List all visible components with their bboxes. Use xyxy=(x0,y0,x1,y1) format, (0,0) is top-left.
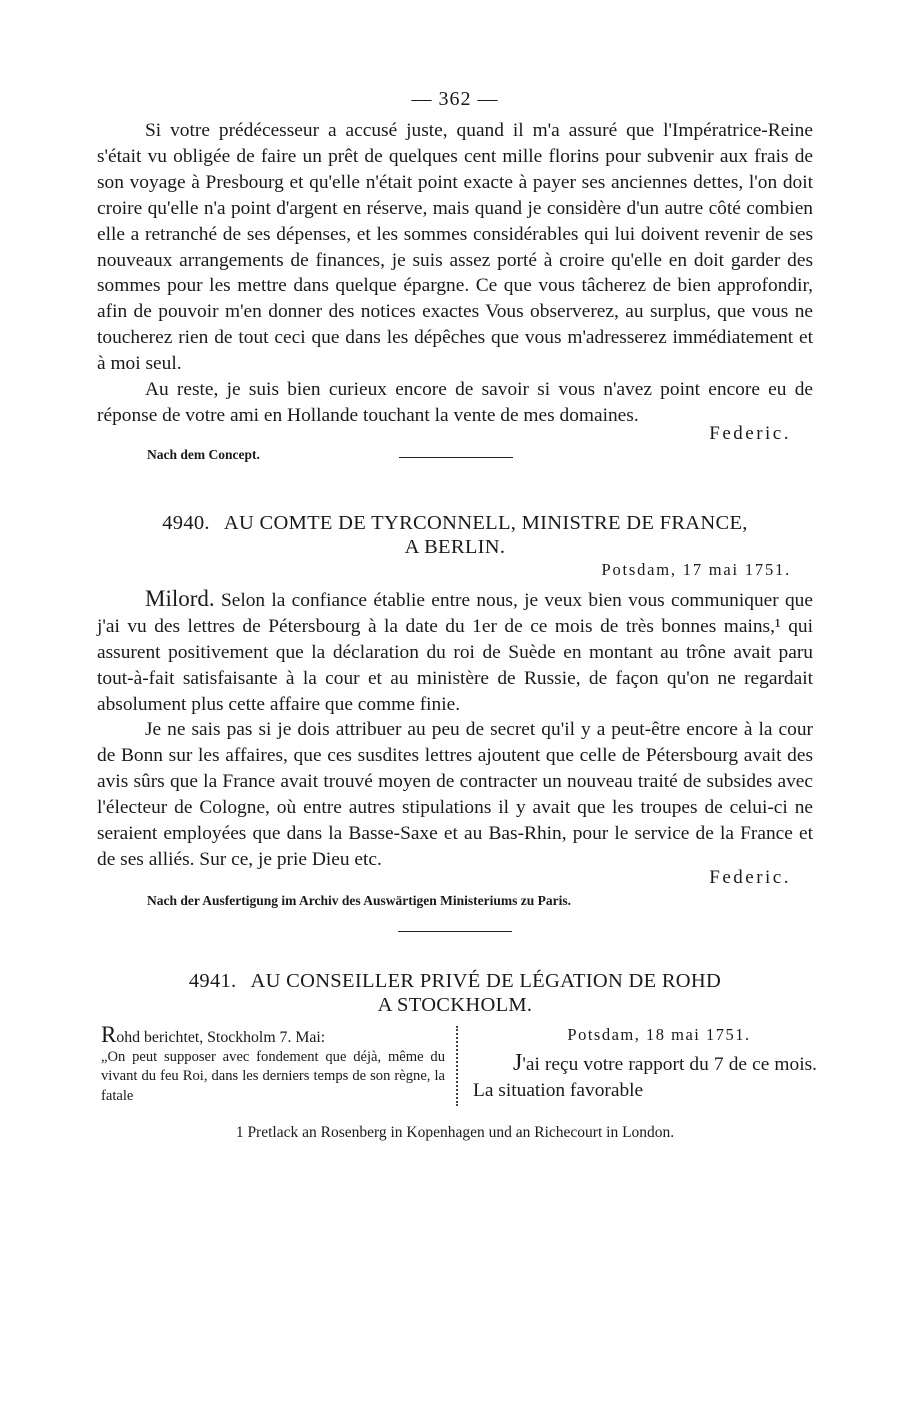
book-page xyxy=(97,88,817,1142)
letter-4940-heading-line1: AU COMTE DE TYRCONNELL, MINISTRE DE FRANCE, xyxy=(223,511,748,534)
footnote: 1 Pretlack an Rosenberg in Kopenhagen und an Richecourt in London. xyxy=(235,1123,675,1141)
two-column-section xyxy=(97,1021,817,1120)
reply-column xyxy=(473,1024,817,1104)
letter-4939-paragraph-1: Si votre prédécesseur a accusé juste, quand il m'a assuré que l'Impératrice-Reine s'était vu obligée de faire un prêt de quelques cent mille florins pour subvenir aux frais de son voyage à Presbourg et qu'elle n'était point exacte à payer ses anciennes dettes, l'on doit croire qu'elle n'a point d'argent en réserve, mais quand je considère d'un autre côté combien elle a retranché de ses dépenses, et les sommes considérables qui lui doivent revenir de ses nouveaux arrangements de finances, je suis assez porté à croire qu'elle en doit garder des sommes pour les mettre dans quelque épargne. Ce que vous tâcherez de bien approfondir, afin de pouvoir m'en donner des notices exactes Vous observerez, au surplus, que vous ne toucherez rien de tout ceci que dans les dépêches que vous m'adresserez immédiatement et à moi seul. xyxy=(97,120,813,375)
letter-4939-source: Nach dem Concept. xyxy=(147,446,260,462)
report-intro xyxy=(101,1021,445,1048)
letter-4940-paragraph-1 xyxy=(97,586,813,718)
letter-4939-paragraph-2: Au reste, je suis bien curieux encore de savoir si vous n'avez point encore eu de réponse de votre ami en Hollande touchant la vente de mes domaines. xyxy=(97,379,813,426)
letter-4940-number: 4940. xyxy=(162,511,210,534)
letter-4941-initial: J xyxy=(513,1049,523,1076)
signature-row xyxy=(97,866,813,899)
source-row xyxy=(97,446,813,477)
letter-4940-paragraph-1-text: Selon la confiance établie entre nous, je veux bien vous communiquer que j'ai vu des lettres de Pétersbourg à la date du 1er de ce mois de très bonnes mains,¹ qui assurent positivement que la déclaration du roi de Suède en montant au trône avait paru tout-à-fait satisfaisante à la cour et au ministère de Russie, de façon qu'on ne regardait absolument plus cette affaire que comme finie. xyxy=(97,589,813,715)
letter-4941-heading-line2: A STOCKHOLM. xyxy=(377,993,533,1016)
letter-4941-dateline: Potsdam, 18 mai 1751. xyxy=(567,1024,751,1044)
letter-4939-signature: Federic. xyxy=(709,422,791,444)
column-divider xyxy=(456,1026,458,1106)
report-quote: „On peut supposer avec fondement que déjà, même du vivant du feu Roi, dans les derniers temps de son règne, la fatale xyxy=(101,1048,445,1105)
letter-4941-text-body: 'ai reçu votre rapport du 7 de ce mois. La situation favorable xyxy=(473,1053,817,1101)
letter-4941-text xyxy=(473,1050,817,1104)
letter-4940-salutation: Milord. xyxy=(145,585,215,611)
letter-4940-heading-line2: A BERLIN. xyxy=(404,535,506,558)
letter-4941-heading xyxy=(97,968,813,994)
letter-4940-signature: Federic. xyxy=(709,866,791,888)
letter-4941-heading-line1: AU CONSEILLER PRIVÉ DE LÉGATION DE ROHD xyxy=(250,969,722,992)
section-divider xyxy=(399,457,513,458)
report-intro-text: ohd berichtet, Stockholm 7. Mai: xyxy=(116,1028,326,1046)
letter-4940-paragraph-2: Je ne sais pas si je dois attribuer au peu de secret qu'il y a peut-être encore à la cour de Bonn sur les affaires, que ces susdites lettres ajoutent que celle de Pétersbourg avait des avis sûrs que la France avait trouvé moyen de contracter un nouveau traité de subsides avec l'électeur de Cologne, où entre autres stipulations il y avait que les troupes de celui-ci ne seraient employées que dans la Basse-Saxe et au Bas-Rhin, pour le service de la France et de ses alliés. Sur ce, je prie Dieu etc. xyxy=(97,719,813,870)
page-number: — 362 — xyxy=(411,88,499,110)
letter-4940-source: Nach der Ausfertigung im Archiv des Auswärtigen Ministeriums zu Paris. xyxy=(147,892,571,908)
report-intro-initial: R xyxy=(101,1021,117,1047)
letter-4940-dateline: Potsdam, 17 mai 1751. xyxy=(601,559,791,579)
letter-4940-heading xyxy=(97,510,813,536)
letter-4941-number: 4941. xyxy=(188,969,237,992)
report-summary-column xyxy=(101,1021,445,1107)
